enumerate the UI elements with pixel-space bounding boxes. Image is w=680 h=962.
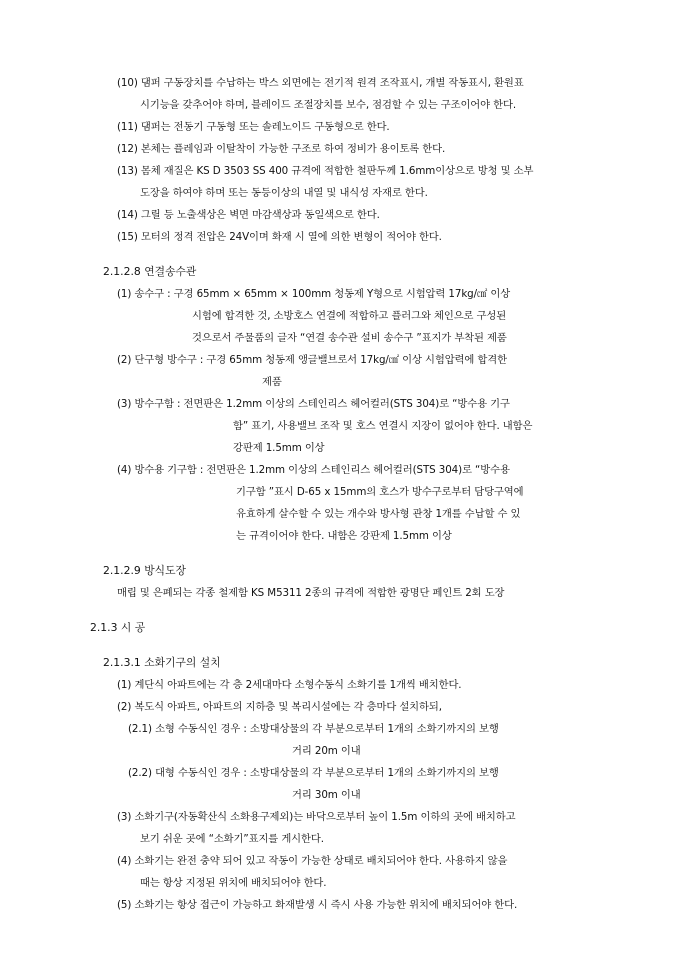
damper-item-10-line1: (10) 댐퍼 구동장치를 수납하는 박스 외면에는 전기적 원격 조작표시, 개별 작동표시, 환원표 (117, 77, 524, 89)
s2131-item-2: (2) 복도식 아파트, 아파트의 지하층 및 복리시설에는 각 층마다 설치하되, (117, 701, 442, 713)
s2131-item-2-1-line1: (2.1) 소형 수동식인 경우 : 소방대상물의 각 부분으로부터 1개의 소화기까지의 보행 (128, 723, 499, 735)
damper-item-10-line2: 시기능을 갖추어야 하며, 블레이드 조절장치를 보수, 점검할 수 있는 구조이어야 한다. (140, 99, 517, 111)
s2128-item-3-line3: 강판제 1.5mm 이상 (233, 442, 325, 454)
s2131-item-5: (5) 소화기는 항상 접근이 가능하고 화재발생 시 즉시 사용 가능한 위치에 배치되어야 한다. (117, 899, 518, 911)
s2131-item-4-line2: 때는 항상 지정된 위치에 배치되어야 한다. (140, 877, 327, 889)
s2128-item-4-line2: 기구함 ”표시 D-65 x 15mm의 호스가 방수구로부터 담당구역에 (236, 486, 524, 498)
s2128-item-4-line3: 유효하게 살수할 수 있는 개수와 방사형 관창 1개를 수납할 수 있 (236, 508, 521, 520)
s2131-item-2-2-line2: 거리 30m 이내 (292, 789, 361, 801)
s2128-item-1-line1: (1) 송수구 : 구경 65mm × 65mm × 100mm 청동제 Y형으로 시험압력 17kg/㎠ 이상 (117, 288, 511, 300)
s2131-item-3-line1: (3) 소화기구(자동확산식 소화용구제외)는 바닥으로부터 높이 1.5m 이하의 곳에 배치하고 (117, 811, 516, 823)
s2128-item-3-line2: 함” 표기, 사용밸브 조작 및 호스 연결시 지장이 없어야 한다. 내함은 (233, 420, 533, 432)
section-heading-2129: 2.1.2.9 방식도장 (103, 564, 186, 577)
s2128-item-2-line1: (2) 단구형 방수구 : 구경 65mm 청동제 앵글밸브로서 17kg/㎠ 이상 시험압력에 합격한 (117, 354, 507, 366)
s2128-item-4-line4: 는 규격이어야 한다. 내함은 강판제 1.5mm 이상 (236, 530, 452, 542)
damper-item-14: (14) 그릴 등 노출색상은 벽면 마감색상과 동일색으로 한다. (117, 209, 380, 221)
s2131-item-1: (1) 계단식 아파트에는 각 층 2세대마다 소형수동식 소화기를 1개씩 배치한다. (117, 679, 462, 691)
s2128-item-1-line3: 것으로서 주물품의 글자 “연결 송수관 설비 송수구 ”표지가 부착된 제품 (192, 332, 507, 344)
s2129-body: 매립 및 은폐되는 각종 철제함 KS M5311 2종의 규격에 적합한 광명단 페인트 2회 도장 (117, 587, 505, 599)
s2131-item-4-line1: (4) 소화기는 완전 충약 되어 있고 작동이 가능한 상태로 배치되어야 한다. 사용하지 않을 (117, 855, 508, 867)
s2131-item-2-2-line1: (2.2) 대형 수동식인 경우 : 소방대상물의 각 부분으로부터 1개의 소화기까지의 보행 (128, 767, 499, 779)
s2128-item-3-line1: (3) 방수구함 : 전면판은 1.2mm 이상의 스테인리스 헤어컬러(STS 304)로 “방수용 기구 (117, 398, 510, 410)
damper-item-13-line1: (13) 몸체 재질은 KS D 3503 SS 400 규격에 적합한 철판두께 1.6mm이상으로 방청 및 소부 (117, 165, 534, 177)
s2131-item-3-line2: 보기 쉬운 곳에 “소화기”표지를 게시한다. (140, 833, 324, 845)
s2128-item-2-line2: 제품 (262, 376, 282, 388)
section-heading-213: 2.1.3 시 공 (90, 621, 146, 634)
s2131-item-2-1-line2: 거리 20m 이내 (292, 745, 361, 757)
damper-item-11: (11) 댐퍼는 전동기 구동형 또는 솔레노이드 구동형으로 한다. (117, 121, 390, 133)
section-heading-2131: 2.1.3.1 소화기구의 설치 (103, 656, 221, 669)
damper-item-13-line2: 도장을 하여야 하며 또는 동등이상의 내열 및 내식성 자재로 한다. (140, 187, 428, 199)
section-heading-2128: 2.1.2.8 연결송수관 (103, 265, 197, 278)
damper-item-12: (12) 본체는 플레임과 이탈착이 가능한 구조로 하여 정비가 용이토록 한다. (117, 143, 446, 155)
s2128-item-1-line2: 시험에 합격한 것, 소방호스 연결에 적합하고 플러그와 체인으로 구성된 (192, 310, 507, 322)
damper-item-15: (15) 모터의 정격 전압은 24V이며 화재 시 열에 의한 변형이 적어야 한다. (117, 231, 442, 243)
s2128-item-4-line1: (4) 방수용 기구함 : 전면판은 1.2mm 이상의 스테인리스 헤어컬러(STS 304)로 “방수용 (117, 464, 510, 476)
